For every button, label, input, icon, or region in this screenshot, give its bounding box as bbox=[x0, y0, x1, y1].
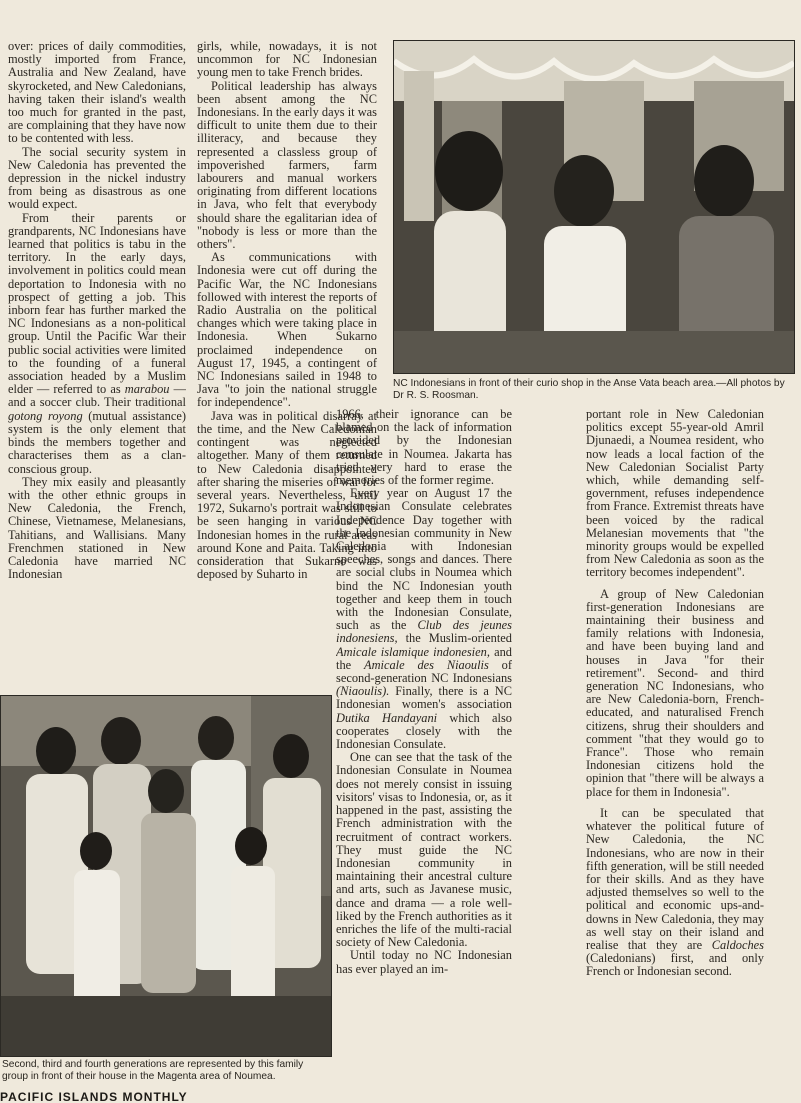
paragraph: The social security system in New Caledonia has prevented the depression in the nickel industry from being as disastrous as one would expect. bbox=[8, 144, 186, 212]
italic-term: gotong royong bbox=[8, 408, 83, 423]
family-group-photo bbox=[0, 695, 332, 1057]
paragraph: Political leadership has always been absent among the NC Indonesians. In the early days it was difficult to unite them due to their illiteracy, and because they represented a classless group of impoverished farmers, farm labourers and manual workers originating from different locations in Java, who felt that everybody should share the egalitarian idea of "nobody is less or more than the others". bbox=[197, 78, 377, 252]
paragraph: As communications with Indonesia were cut off during the Pacific War, the NC Indonesians followed with interest the reports of Radio Australia on the political changes which were taking place in Indonesia. When Sukarno proclaimed independence on August 17, 1945, a contingent of NC Indonesians sailed in 1948 to Java "to join the national struggle for independence". bbox=[197, 250, 377, 410]
curio-shop-photo bbox=[393, 40, 795, 374]
photo-caption-top: NC Indonesians in front of their curio shop in the Anse Vata beach area.—All photos by Dr R. S. Roosman. bbox=[393, 378, 785, 401]
italic-term: Caldoches bbox=[711, 937, 764, 952]
text-run: of second-generation NC Indonesians bbox=[336, 657, 512, 686]
text-run: From their parents or grandparents, NC Indonesians have learned that politics is tabu in the territory. In the early days, involvement in politics could mean deportation to Indonesia with no prospect of getting a job. This inborn fear has further marked the NC Indonesians as a non-political group. Until the Pacific War their public social activities were limited to the founding of a funeral association headed by a Muslim elder — referred to as bbox=[8, 210, 186, 397]
family-group-illustration bbox=[1, 696, 331, 1056]
text-run: It can be speculated that whatever the political future of New Caledonia, the NC Indonesians, who are now in their fifth generation, will be still needed for their skills. And as they have adjusted themselves so well to the political and economic ups-and-downs in New Caledonia, they may as well stay on their island and realise that they are bbox=[586, 805, 764, 952]
paragraph bbox=[336, 487, 512, 751]
text-run: (Caledonians) first, and only French or Indonesian second. bbox=[586, 951, 764, 979]
paragraph: Until today no NC Indonesian has ever played an im- bbox=[336, 948, 512, 976]
italic-term: Dutika Handayani bbox=[336, 710, 438, 725]
italic-term: (Niaoulis). bbox=[336, 684, 390, 699]
text-run: — and a soccer club. Their traditional bbox=[8, 382, 186, 410]
curio-shop-illustration bbox=[394, 41, 794, 373]
text-run: (mutual assistance) system is the only element that binds the members together and characterises them as a clan-conscious group. bbox=[8, 408, 186, 476]
article-column-1 bbox=[8, 40, 186, 682]
italic-term: Club des jeunes indonesiens, bbox=[336, 618, 512, 646]
italic-term: Amicale islamique indonesien, bbox=[336, 644, 490, 659]
article-column-4 bbox=[586, 408, 764, 1098]
paragraph: One can see that the task of the Indonesian Consulate in Noumea does not merely consist in issuing visitors' visas to Indonesia, or, as it happened in the past, assisting the French administration with the recruitment of contract workers. They must guide the NC Indonesian community in maintaining their ancestral culture and arts, such as Javanese music, dance and drama — a role well-liked by the French authorities as it enriches the life of the multi-racial society of New Caledonia. bbox=[336, 750, 512, 950]
paragraph: 1966, their ignorance can be blamed on the lack of information provided by the Indonesian consulate in Noumea. Jakarta has tried very hard to erase the memories of the former regime. bbox=[336, 408, 512, 488]
text-run: which also cooperates closely with the Indonesian Consulate. bbox=[336, 710, 512, 752]
text-run: the Muslim-oriented bbox=[397, 631, 512, 646]
paragraph: Java was in political disarray at the time, and the New Caledonian contingent was neglected altogether. Many of them returned to New Caledonia disappointed after sharing the miseries of war for several years. Nevertheless, until 1972, Sukarno's portrait was still to be seen hanging in various NC Indonesian homes in the rural areas around Kone and Paita. Taking into consideration that Sukarno was deposed by Suharto in bbox=[197, 408, 377, 582]
text-run: Every year on August 17 the Indonesian Consulate celebrates Independence Day together with the Indonesian community in New Caledonia with Indonesian speeches, songs and dances. There are social clubs in Noumea which bind the NC Indonesian youth together and keep them in touch with the Indonesian Consulate, such as the bbox=[336, 486, 512, 633]
italic-term: marabou bbox=[124, 382, 170, 397]
text-run: Finally, there is a NC Indonesian women's association bbox=[336, 684, 512, 712]
italic-term: Amicale des Niaoulis bbox=[364, 657, 489, 672]
paragraph: A group of New Caledonian first-generation Indonesians are maintaining their business and family relations with Indonesia, and have been buying land and houses in Java "for their retirement". Second- and third generation NC Indonesians, who are New Caledonia-born, French-educated, and naturalised French citizens, shrug their shoulders and comment "that they would go to France". Those who remain Indonesian citizens hold the opinion that "there will be always a place for them in Indonesia". bbox=[586, 586, 764, 799]
paragraph: girls, while, nowadays, it is not uncommon for NC Indonesian young men to take French brides. bbox=[197, 40, 377, 80]
paragraph: over: prices of daily commodities, mostly imported from France, Australia and New Zealand, have skyrocketed, and New Caledonians, having taken their island's wealth too much for granted in the past, are complaining that they have now to be contented with less. bbox=[8, 40, 186, 146]
paragraph bbox=[586, 807, 764, 979]
article-column-3 bbox=[336, 408, 512, 1098]
paragraph: They mix easily and pleasantly with the other ethnic groups in New Caledonia, the French, Chinese, Vietnamese, Melanesians, Tahitians, and Wallisians. Many Frenchmen stationed in New Caledonia have married NC Indonesian bbox=[8, 474, 186, 582]
paragraph: portant role in New Caledonian politics except 55-year-old Amril Djunaedi, a Noumea resident, who now leads a local faction of the New Caledonian Socialist Party which, while demanding self-government, refuses independence from France. Extremist threats have been voiced by the radical Melanesian movements that "the minority groups would be expelled from New Caledonia as soon as the territory becomes independent". bbox=[586, 408, 764, 580]
text-run: and the bbox=[336, 644, 512, 672]
magazine-masthead-footer: PACIFIC ISLANDS MONTHLY bbox=[0, 1092, 188, 1103]
paragraph bbox=[8, 212, 186, 476]
photo-caption-bottom: Second, third and fourth generations are represented by this family group in front of their house in the Magenta area of Noumea. bbox=[2, 1059, 304, 1082]
